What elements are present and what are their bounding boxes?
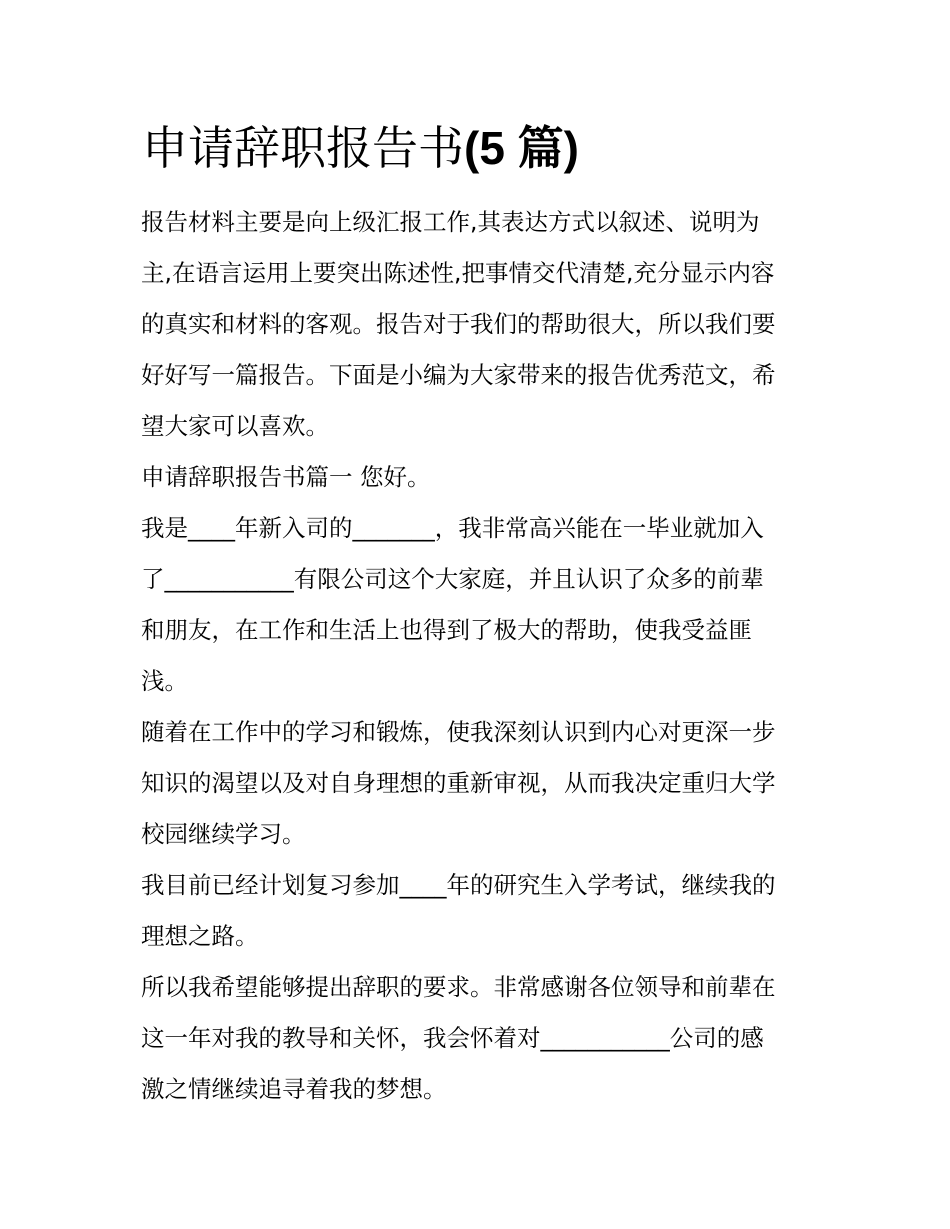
paragraph-body xyxy=(141,503,821,707)
text-line: 报告材料主要是向上级汇报工作,其表达方式以叙述、说明为 xyxy=(141,208,760,236)
text-line: 理想之路。 xyxy=(141,922,259,950)
text-line: 校园继续学习。 xyxy=(141,820,306,848)
paragraph-intro xyxy=(141,197,821,452)
text-line: 我目前已经计划复习参加____年的研究生入学考试，继续我的 xyxy=(141,871,776,899)
text-line: 浅。 xyxy=(141,667,188,695)
text-line: 我是____年新入司的_______，我非常高兴能在一毕业就加入 xyxy=(141,514,764,542)
paragraph-body xyxy=(141,860,821,962)
document-body xyxy=(141,197,821,1115)
paragraph-body xyxy=(141,707,821,860)
text-line: 好好写一篇报告。下面是小编为大家带来的报告优秀范文，希 xyxy=(141,361,776,389)
text-line: 了___________有限公司这个大家庭，并且认识了众多的前辈 xyxy=(141,565,764,593)
text-line: 的真实和材料的客观。报告对于我们的帮助很大，所以我们要 xyxy=(141,310,776,338)
paragraph-body xyxy=(141,962,821,1115)
text-line: 和朋友，在工作和生活上也得到了极大的帮助，使我受益匪 xyxy=(141,616,752,644)
document-title xyxy=(142,118,842,178)
text-line: 这一年对我的教导和关怀，我会怀着对___________公司的感 xyxy=(141,1024,764,1052)
text-line: 所以我希望能够提出辞职的要求。非常感谢各位领导和前辈在 xyxy=(141,973,776,1001)
text-line: 望大家可以喜欢。 xyxy=(141,412,329,440)
text-line: 主,在语言运用上要突出陈述性,把事情交代清楚,充分显示内容 xyxy=(141,259,775,287)
document-title-count: (5 篇) xyxy=(464,122,579,174)
paragraph-section-heading xyxy=(141,452,821,503)
document-title-text: 申请辞职报告书 xyxy=(142,121,464,175)
text-line: 申请辞职报告书篇一 您好。 xyxy=(141,463,431,491)
text-line: 知识的渴望以及对自身理想的重新审视，从而我决定重归大学 xyxy=(141,769,776,797)
text-line: 激之情继续追寻着我的梦想。 xyxy=(141,1075,447,1103)
text-line: 随着在工作中的学习和锻炼，使我深刻认识到内心对更深一步 xyxy=(141,718,776,746)
